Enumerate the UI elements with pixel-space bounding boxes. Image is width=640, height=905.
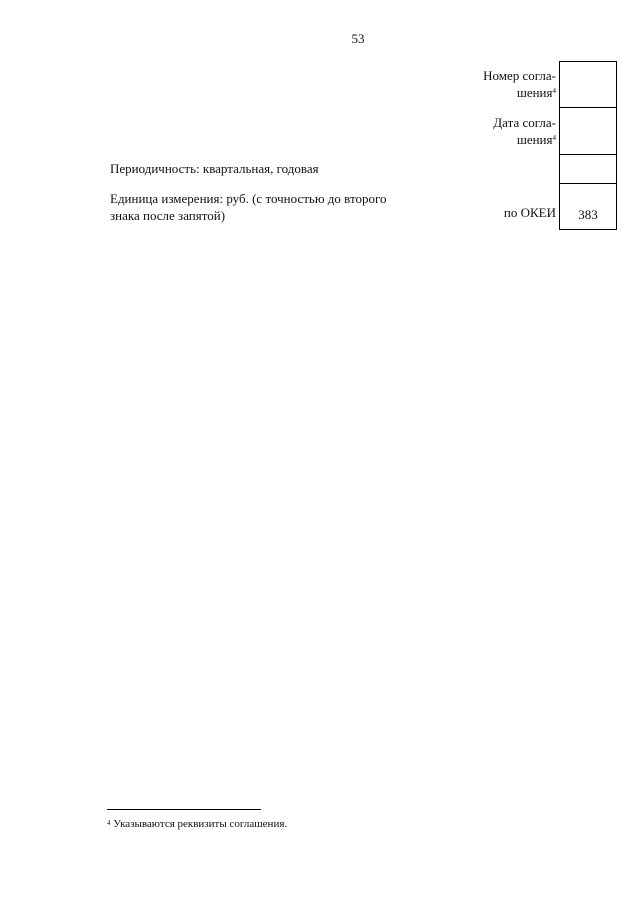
unit-text-line2: знака после запятой) — [110, 208, 226, 223]
agreement-number-label-line2: шения$^4$ — [516, 85, 556, 100]
unit-text — [110, 190, 387, 224]
periodicity-cell[interactable] — [560, 155, 616, 184]
footnote-ref: 4 — [552, 87, 556, 95]
agreement-number-cell[interactable] — [560, 62, 616, 108]
unit-text-line1: Единица измерения: руб. (с точностью до второго — [110, 191, 387, 206]
footnote-divider — [107, 809, 261, 810]
okei-code-cell: 383 — [578, 207, 598, 222]
codes-box — [559, 61, 617, 230]
agreement-date-label-line2: шения$^4$ — [516, 132, 556, 147]
okei-label: по ОКЕИ — [503, 205, 556, 220]
footnote — [107, 817, 287, 831]
footnote-mark: 4 — [107, 819, 111, 827]
agreement-date-label-line1: Дата согла- — [493, 115, 556, 130]
agreement-number-label — [483, 67, 556, 101]
agreement-date-label — [493, 114, 556, 148]
agreement-date-cell[interactable] — [560, 108, 616, 155]
periodicity-text: Периодичность: квартальная, годовая — [110, 161, 319, 176]
page-number: 53 — [351, 31, 365, 46]
agreement-number-label-line1: Номер согла- — [483, 68, 556, 83]
footnote-text: Указываются реквизиты соглашения. — [113, 818, 288, 830]
footnote-ref: 4 — [552, 134, 556, 142]
